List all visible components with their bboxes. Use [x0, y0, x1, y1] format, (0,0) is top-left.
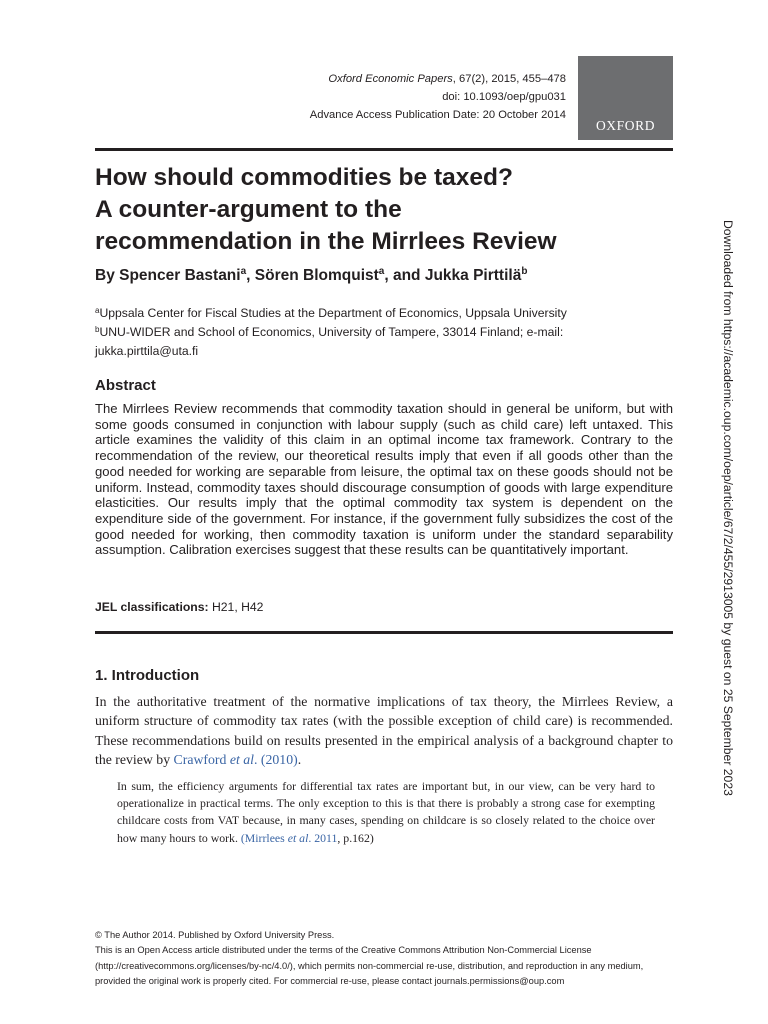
affiliation-b-text: UNU-WIDER and School of Economics, University of Tampere, 33014 Finland; e-mail: [99, 325, 564, 339]
affiliation-b [95, 323, 673, 342]
citation-etal: et al [287, 830, 309, 845]
copyright-line: © The Author 2014. Published by Oxford University Press. [95, 930, 335, 940]
affiliation-mark: b [95, 325, 100, 334]
article-title [95, 162, 695, 258]
license-text: This is an Open Access article distributed under the terms of the Creative Commons Attribution Non-Commercial License (http://creativecommons.org/licenses/by-nc/4.0/), which permits non-commercial re-use, distribution, and reproduction in any medium, provided the original work is properly cited. For commercial re-use, please contact journals.permissions@oup.com [95, 945, 644, 986]
download-watermark: Downloaded from https://academic.oup.com/oep/article/67/2/455/2913005 by guest on 25 September 2023 [721, 220, 735, 796]
author-pirttila: , and Jukka Pirttilä [384, 267, 522, 284]
section-heading-introduction: 1. Introduction [95, 667, 200, 684]
jel-label: JEL classifications: [95, 600, 209, 614]
citation-author: Crawford [173, 752, 230, 768]
journal-citation [250, 70, 566, 88]
header-rule [95, 148, 673, 151]
citation-mirrlees[interactable] [241, 831, 338, 845]
intro-paragraph [95, 692, 673, 770]
affiliation-a [95, 304, 673, 323]
citation-author: (Mirrlees [240, 830, 288, 845]
journal-volume: , 67(2), 2015, 455–478 [452, 73, 566, 85]
author-email[interactable]: jukka.pirttila@uta.fi [95, 344, 199, 358]
oxford-logo [578, 56, 673, 140]
abstract-text: The Mirrlees Review recommends that commodity taxation should in general be uniform, but with some goods consumed in conjunction with labour supply (such as child care) left untaxed. This article examines the validity of this claim in an optimal income tax framework. Contrary to the recommendation of the review, our theoretical results imply that even if all goods other than the good needed for working are separable from leisure, the optimal tax on these goods should not be uniform. Instead, commodity taxes should discourage consumption of goods with large expenditure elasticities. Our results imply that the optimal commodity tax system is dependent on the expenditure side of the government. For instance, if the government fully subsidizes the cost of the good needed for working, then commodity taxation is uniform under the standard separability assumption. Calibration exercises suggest that these results can be quantitatively important. [95, 401, 673, 558]
quote-page-ref: , p.162) [337, 830, 374, 845]
block-quote [117, 778, 655, 847]
author-sup: a [240, 266, 247, 277]
title-line-2: A counter-argument to the [95, 196, 402, 223]
quote-text: In sum, the efficiency arguments for differential tax rates are important but, in our view, can be very hard to operationalize in practical terms. The only exception to this is that there is probably a strong case for exempting childcare costs from VAT because, in many cases, spending on childcare is so closely related to the choice over how many hours to work. [117, 779, 655, 845]
jel-codes: H21, H42 [208, 600, 264, 614]
citation-year: . 2011 [308, 830, 338, 845]
journal-name: Oxford Economic Papers [328, 73, 453, 85]
abstract-rule [95, 631, 673, 634]
abstract-heading: Abstract [95, 377, 156, 394]
affiliations [95, 304, 673, 361]
journal-header [250, 70, 566, 124]
jel-classifications [95, 600, 263, 614]
author-sup: a [378, 266, 385, 277]
intro-text: In the authoritative treatment of the normative implications of tax theory, the Mirrlees Review, a uniform structure of commodity tax rates (with the possible exception of child care) is recommended. These recommendations build on results presented in the empirical analysis of a background chapter to the review by [95, 694, 673, 768]
author-list [95, 265, 695, 287]
author-blomquist: , Sören Blomquist [246, 267, 379, 284]
affiliation-mark: a [95, 306, 100, 315]
title-line-1: How should commodities be taxed? [95, 164, 513, 191]
title-line-3: recommendation in the Mirrlees Review [95, 228, 557, 255]
citation-year: . (2010) [254, 752, 298, 768]
oxford-logo-text: OXFORD [595, 118, 656, 133]
advance-access-date: Advance Access Publication Date: 20 October 2014 [309, 109, 566, 121]
author-sup: b [521, 266, 528, 277]
author-bastani: By Spencer Bastani [95, 267, 241, 284]
citation-etal: et al [229, 752, 255, 768]
citation-crawford[interactable] [174, 752, 298, 767]
doi[interactable]: doi: 10.1093/oep/gpu031 [442, 91, 566, 103]
intro-period: . [297, 752, 302, 768]
copyright-footer [95, 928, 673, 989]
affiliation-a-text: Uppsala Center for Fiscal Studies at the Department of Economics, Uppsala University [99, 306, 567, 320]
